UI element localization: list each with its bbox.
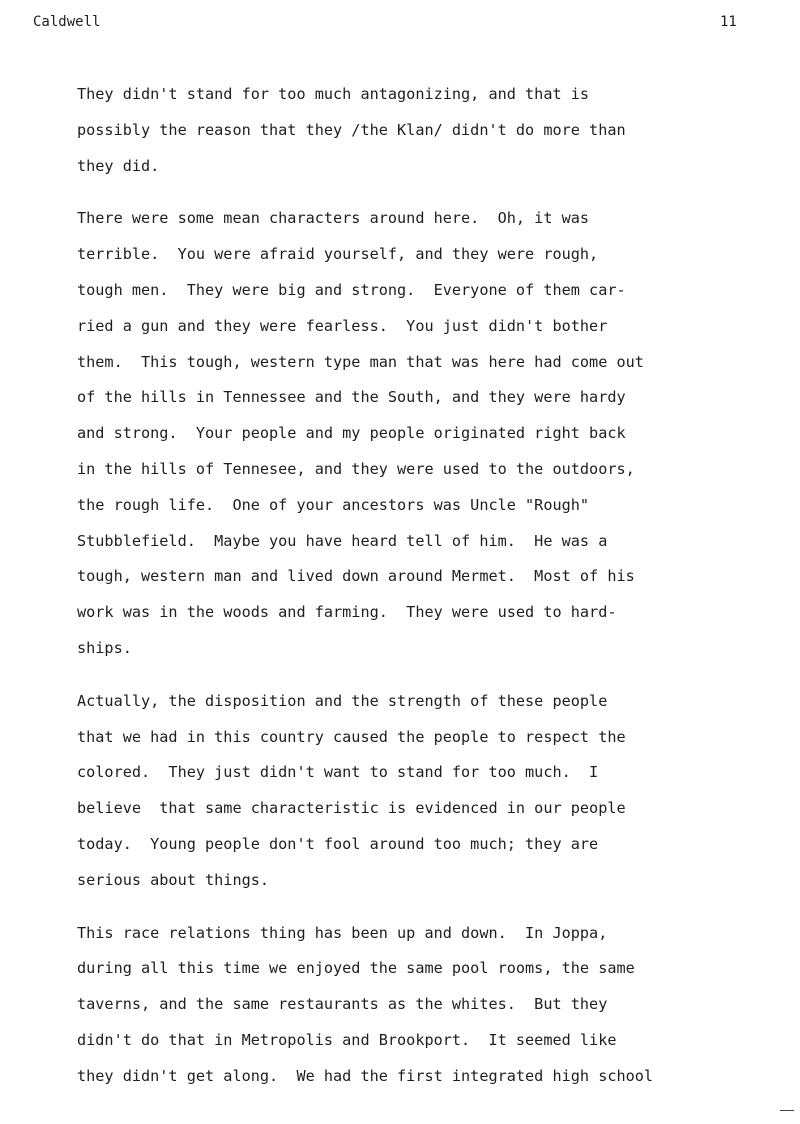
text-line: the rough life. One of your ancestors was Uncle "Rough": [77, 495, 590, 514]
text-line: and strong. Your people and my people originated right back: [77, 424, 626, 443]
text-line: tough, western man and lived down around Mermet. Most of his: [77, 567, 635, 586]
text-line: They didn't stand for too much antagonizing, and that is: [77, 85, 590, 103]
text-line: serious about things.: [77, 870, 270, 889]
text-line: possibly the reason that they /the Klan/ didn't do more than: [77, 120, 626, 139]
page-number: 11: [720, 14, 737, 30]
paragraph-3: [77, 691, 767, 906]
text-line: that we had in this country caused the people to respect the: [77, 727, 626, 746]
margin-dash-mark: [780, 1110, 794, 1111]
author-name: Caldwell: [33, 14, 101, 30]
text-line: colored. They just didn't want to stand for too much. I: [77, 763, 599, 782]
text-line: believe that same characteristic is evidenced in our people: [77, 799, 626, 818]
text-line: taverns, and the same restaurants as the whites. But they: [77, 995, 608, 1014]
text-line: There were some mean characters around here. Oh, it was: [77, 209, 590, 228]
text-line: terrible. You were afraid yourself, and they were rough,: [77, 245, 599, 264]
text-line: in the hills of Tennesee, and they were used to the outdoors,: [77, 459, 635, 478]
text-line: they didn't get along. We had the first integrated high school: [77, 1066, 654, 1085]
paragraph-2: [77, 208, 767, 673]
text-line: Actually, the disposition and the strength of these people: [77, 691, 608, 710]
text-line: ships.: [77, 638, 132, 657]
text-line: them. This tough, western type man that was here had come out: [77, 352, 644, 371]
text-line: of the hills in Tennessee and the South, and they were hardy: [77, 388, 626, 407]
text-line: work was in the woods and farming. They were used to hard-: [77, 603, 617, 622]
paragraph-4: [77, 923, 767, 1102]
text-line: they did.: [77, 156, 160, 175]
text-line: ried a gun and they were fearless. You just didn't bother: [77, 316, 608, 335]
text-line: during all this time we enjoyed the same pool rooms, the same: [77, 959, 635, 978]
text-line: Stubblefield. Maybe you have heard tell of him. He was a: [77, 531, 608, 550]
text-line: today. Young people don't fool around too much; they are: [77, 834, 599, 853]
text-line: This race relations thing has been up and down. In Joppa,: [77, 923, 608, 942]
text-line: tough men. They were big and strong. Everyone of them car-: [77, 280, 626, 299]
paragraph-1: [77, 84, 767, 191]
document-body: [77, 84, 767, 1119]
text-line: didn't do that in Metropolis and Brookport. It seemed like: [77, 1030, 617, 1049]
